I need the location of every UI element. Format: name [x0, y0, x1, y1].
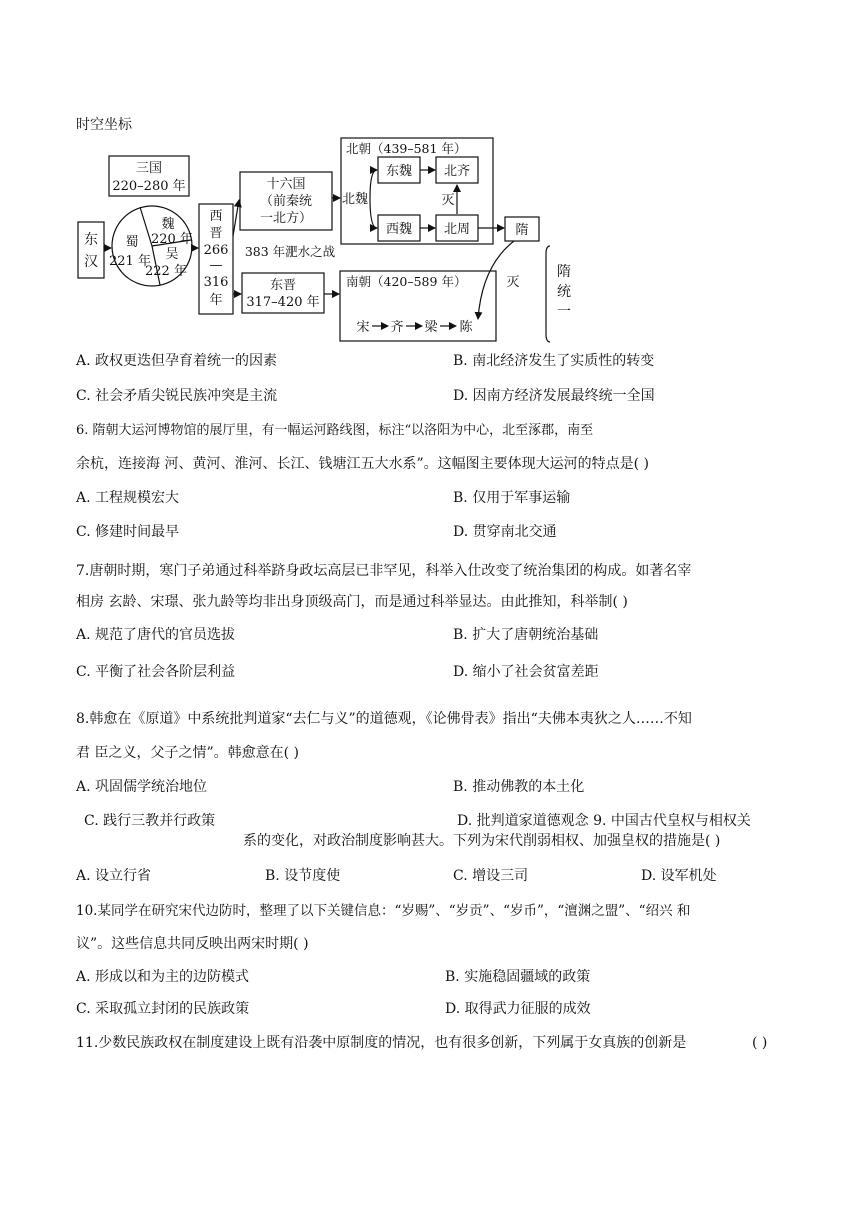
q5-option-b: B. 南北经济发生了实质性的转变	[453, 353, 655, 369]
battle-label: 383 年淝水之战	[244, 244, 336, 259]
sui-label: 隋	[515, 223, 529, 238]
q7-stem-line1: 7.唐朝时期，寒门子弟通过科举跻身政坛高层已非罕见，科举入仕改变了统治集团的构成。如著名宰	[76, 563, 692, 579]
sui-unify-1: 隋	[557, 264, 571, 280]
timeline-diagram	[76, 136, 588, 346]
wu-label: 吴	[165, 247, 179, 262]
q6-option-c: C. 修建时间最早	[76, 524, 180, 540]
donghan-label-1: 东	[84, 232, 98, 248]
dongwei-label: 东魏	[385, 164, 413, 179]
q7-option-d: D. 缩小了社会贫富差距	[453, 664, 599, 680]
q10-option-d: D. 取得武力征服的成效	[445, 1001, 591, 1017]
xijin-2: 晋	[209, 226, 223, 241]
q8-option-c: C. 践行三教并行政策	[84, 813, 216, 829]
q6-stem-line2: 余杭，连接海 河、黄河、淮河、长江、钱塘江五大水系”。这幅图主要体现大运河的特点是( )	[76, 456, 649, 472]
xijin-4: —	[209, 258, 223, 273]
shiliuguo-2: （前秦统	[259, 194, 313, 209]
beichao-label: 北朝（439–581 年）	[346, 141, 467, 156]
wei-label: 魏	[161, 217, 175, 232]
q11-stem: 11.少数民族政权在制度建设上既有沿袭中原制度的情况，也有很多创新，下列属于女真族的创新是	[76, 1035, 687, 1051]
q9-option-d: D. 设军机处	[641, 868, 717, 884]
q5-option-a: A. 政权更迭但孕育着统一的因素	[76, 353, 278, 369]
q10-stem-line2: 议”。这些信息共同反映出两宋时期( )	[76, 936, 309, 952]
q10-stem-line1: 10.某同学在研究宋代边防时，整理了以下关键信息：“岁赐”、“岁贡”、“岁币”，“澶渊之盟”、“绍兴 和	[76, 903, 691, 919]
q7-option-a: A. 规范了唐代的官员选拔	[76, 627, 236, 643]
dongjin-label: 东晋	[269, 278, 297, 293]
beiwei-label: 北魏	[342, 192, 369, 207]
q9-stem-cont: 系的变化，对政治制度影响甚大。下列为宋代削弱相权、加强皇权的措施是( )	[243, 833, 721, 849]
shiliuguo-1: 十六国	[266, 177, 306, 192]
shiliuguo-3: 一北方）	[259, 211, 313, 226]
q5-option-d: D. 因南方经济发展最终统一全国	[453, 388, 655, 404]
q11-answer-blank: ( )	[752, 1035, 768, 1051]
wu-year: 222 年	[145, 264, 187, 279]
chen-label: 陈	[459, 320, 473, 335]
donghan-label-2: 汉	[84, 254, 98, 270]
mie-label-1: 灭	[441, 193, 455, 208]
qi-label: 齐	[390, 320, 404, 335]
dongjin-years: 317–420 年	[246, 295, 320, 310]
q8-option-b: B. 推动佛教的本土化	[453, 779, 585, 795]
sui-bracket	[546, 246, 550, 342]
wei-year: 220 年	[151, 232, 193, 247]
q8-option-d-and-q9-start: D. 批判道家道德观念 9. 中国古代皇权与相权关	[457, 813, 751, 829]
xiwei-label: 西魏	[385, 222, 413, 237]
liang-label: 梁	[424, 320, 438, 335]
diagram-caption: 时空坐标	[76, 117, 132, 133]
q10-option-a: A. 形成以和为主的边防模式	[76, 969, 250, 985]
xijin-6: 年	[209, 293, 223, 308]
q8-stem-line1: 8.韩愈在《原道》中系统批判道家“去仁与义”的道德观，《论佛骨表》指出“夫佛本夷狄之人……不知	[76, 711, 692, 727]
q5-option-c: C. 社会矛盾尖锐民族冲突是主流	[76, 388, 278, 404]
q7-option-b: B. 扩大了唐朝统治基础	[453, 627, 599, 643]
timeline-svg	[76, 136, 588, 346]
q6-stem-line1: 6. 隋朝大运河博物馆的展厅里，有一幅运河路线图，标注“以洛阳为中心，北至涿郡，南至	[76, 423, 594, 438]
xijin-5: 316	[203, 275, 229, 290]
shu-label: 蜀	[125, 235, 139, 250]
q6-option-d: D. 贯穿南北交通	[453, 524, 557, 540]
q7-stem-line2: 相房 玄龄、宋璟、张九龄等均非出身顶级高门，而是通过科举显达。由此推知，科举制( )	[76, 594, 628, 610]
sanguo-years: 220–280 年	[112, 179, 186, 194]
sanguo-label: 三国	[135, 161, 163, 176]
q10-option-b: B. 实施稳固疆域的政策	[445, 969, 591, 985]
q8-stem-line2: 君 臣之义，父子之情”。韩愈意在( )	[76, 745, 299, 761]
sui-unify-3: 一	[557, 304, 571, 320]
q9-option-c: C. 增设三司	[453, 868, 529, 884]
q10-option-c: C. 采取孤立封闭的民族政策	[76, 1001, 250, 1017]
q7-option-c: C. 平衡了社会各阶层利益	[76, 664, 236, 680]
nanchao-label: 南朝（420–589 年）	[346, 274, 467, 289]
mie-label-2: 灭	[506, 275, 520, 290]
q9-option-b: B. 设节度使	[265, 868, 341, 884]
q6-option-a: A. 工程规模宏大	[76, 490, 180, 506]
shu-year: 221 年	[109, 254, 151, 269]
beizhou-label: 北周	[443, 222, 471, 237]
song-label: 宋	[356, 320, 370, 335]
xijin-1: 西	[209, 209, 223, 224]
q6-option-b: B. 仅用于军事运输	[453, 490, 571, 506]
sui-unify-2: 统	[557, 284, 571, 300]
beiqi-label: 北齐	[443, 164, 471, 179]
xijin-3: 266	[203, 243, 229, 258]
q9-option-a: A. 设立行省	[76, 868, 152, 884]
q8-option-a: A. 巩固儒学统治地位	[76, 779, 208, 795]
